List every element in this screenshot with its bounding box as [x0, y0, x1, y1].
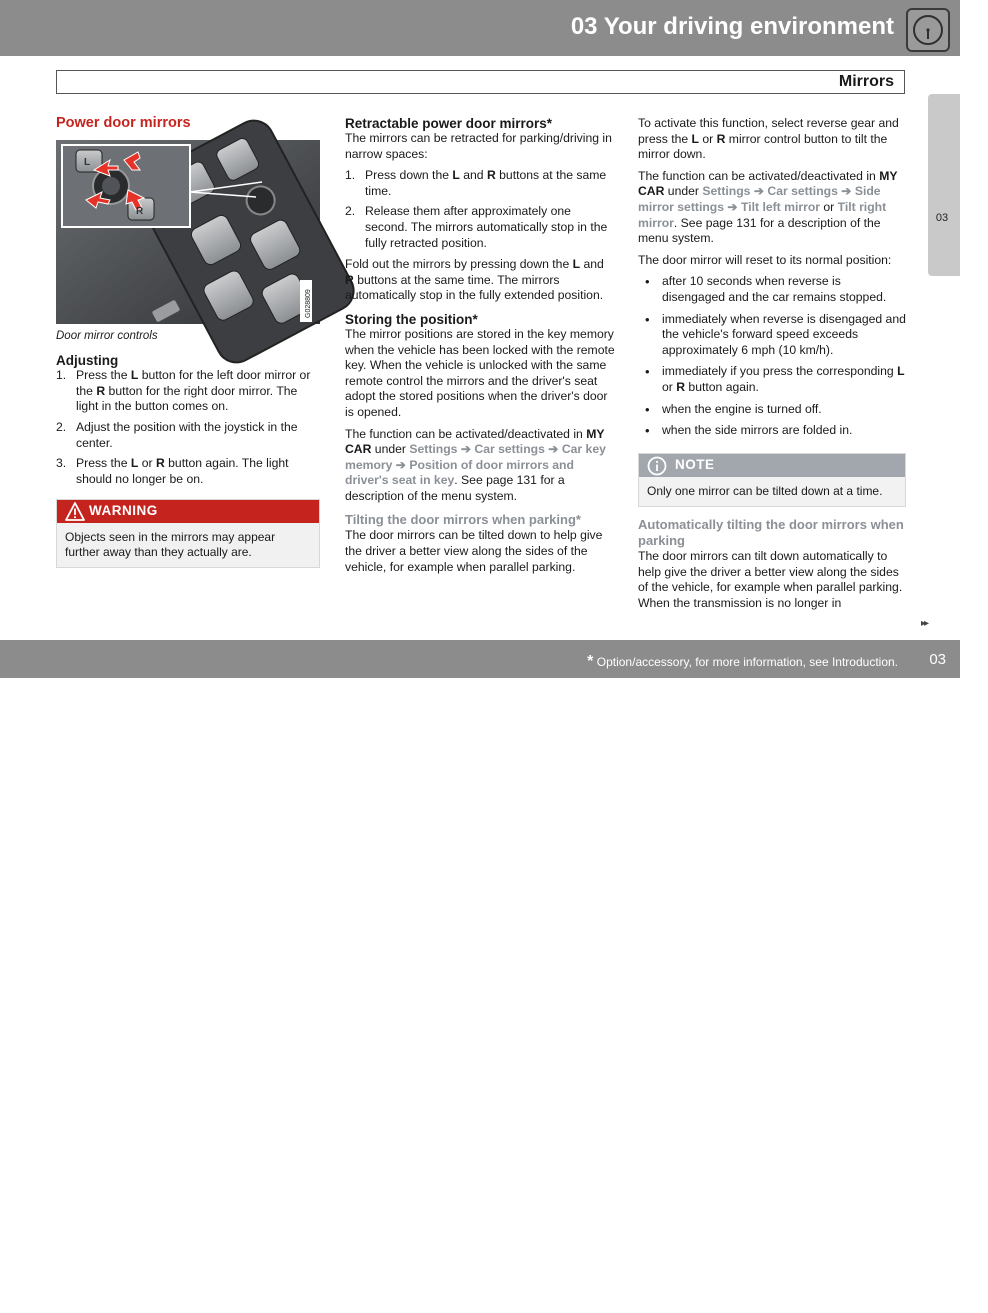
photo-r-label: R	[136, 205, 144, 217]
menu-link-position-door-mirrors[interactable]: Position of door mirrors and driver's seat in key	[345, 457, 574, 488]
note-header	[639, 454, 905, 477]
note-box	[638, 453, 906, 508]
tilting-text: The door mirrors can be tilted down to help give the driver a better view along the sides of the vehicle, for example when parallel parking.	[345, 528, 603, 574]
list-item: 1. Press the L button for the left door mirror or the R button for the right door mirror. The light in the button comes on.	[56, 368, 311, 414]
chapter-header-bar	[0, 0, 960, 56]
info-circle-icon	[647, 456, 667, 476]
power-door-mirrors-heading: Power door mirrors	[56, 115, 191, 131]
tilting-heading: Tilting the door mirrors when parking*	[345, 512, 581, 528]
adjusting-heading: Adjusting	[56, 353, 119, 369]
photo-l-label: L	[84, 156, 91, 168]
fold-out-text: Fold out the mirrors by pressing down the L and R buttons at the same time. The mirrors automatically stop in the fully extended position.	[345, 257, 604, 303]
menu-link-car-settings[interactable]: Car settings	[474, 442, 545, 457]
list-item: 2. Adjust the position with the joystick in the center.	[56, 419, 298, 450]
door-mirror-controls-photo	[56, 140, 320, 324]
side-tab-label: 03	[935, 212, 949, 224]
retract-intro: The mirrors can be retracted for parking/driving in narrow spaces:	[345, 131, 612, 161]
auto-tilt-heading: Automatically tilting the door mirrors when parking	[638, 517, 904, 549]
list-item: 2. Release them after approximately one second. The mirrors automatically stop in the fully retracted position.	[345, 204, 608, 250]
column-right	[638, 116, 906, 618]
footnote: * Option/accessory, for more information, see Introduction.	[587, 653, 898, 670]
watermark: carmanualsonline.info	[680, 1282, 988, 1312]
auto-tilt-text: The door mirrors can tilt down automatically to help give the driver a better view along the sides of the vehicle, for example when parallel parking. When the transmission is no longer in	[638, 549, 903, 610]
list-item: 1. Press down the L and R buttons at the same time.	[345, 168, 607, 198]
chapter-title: 03 Your driving environment	[570, 13, 894, 40]
note-title: NOTE	[675, 456, 715, 472]
function-text: The function can be activated/deactivated in MY CAR under Settings ➔ Car settings ➔ Car key memory ➔ Position of door mirrors and driver's seat in key. See page 131 for a description of the menu system.	[345, 426, 606, 503]
menu-link-car-settings[interactable]: Car settings	[767, 184, 838, 199]
page-footer	[0, 640, 988, 1312]
menu-link-settings[interactable]: Settings	[409, 442, 458, 457]
list-item: 3. Press the L or R button again. The light should no longer be on.	[56, 456, 289, 486]
function-text: The function can be activated/deactivated in MY CAR under Settings ➔ Car settings ➔ Side mirror settings ➔ Tilt left mirror or Tilt right mirror. See page 131 for a description of the menu system.	[638, 168, 898, 246]
activate-text: To activate this function, select reverse gear and press the L or R mirror control button to tilt the mirror down.	[638, 116, 899, 162]
menu-link-car-key-memory[interactable]: Car key memory	[345, 442, 606, 472]
section-header	[56, 70, 905, 94]
page-number: 03	[929, 651, 946, 668]
warning-box	[56, 499, 320, 568]
storing-heading: Storing the position*	[345, 311, 478, 327]
retract-steps	[345, 168, 615, 251]
warning-title: WARNING	[89, 503, 158, 519]
chapter-side-tab[interactable]	[928, 94, 960, 276]
warning-triangle-icon	[65, 502, 85, 521]
column-left	[56, 116, 320, 568]
adjusting-steps	[56, 368, 320, 487]
column-middle	[345, 116, 615, 581]
list-item: • when the side mirrors are folded in.	[638, 423, 906, 439]
warning-header	[57, 500, 319, 523]
menu-link-settings[interactable]: Settings	[702, 184, 751, 199]
speedometer-gauge-icon	[906, 8, 950, 52]
note-text: Only one mirror can be tilted down at a time.	[647, 483, 883, 498]
list-item: • after 10 seconds when reverse is disengaged and the car remains stopped.	[638, 274, 906, 305]
figure-code: G028809	[305, 288, 312, 318]
menu-link-tilt-right-mirror[interactable]: Tilt right mirror	[638, 199, 887, 230]
list-item: • immediately if you press the corresponding L or R button again.	[638, 364, 906, 395]
warning-text: Objects seen in the mirrors may appear further away than they actually are.	[65, 530, 276, 559]
storing-text: The mirror positions are stored in the key memory when the vehicle has been locked with the remote key. When the vehicle is unlocked with the same remote control the mirrors and the driver's seat adopt the stored positions when the driver's door is opened.	[345, 326, 615, 419]
section-title: Mirrors	[838, 73, 894, 90]
menu-link-side-mirror-settings[interactable]: Side mirror settings	[638, 184, 881, 214]
retractable-mirrors-heading: Retractable power door mirrors*	[345, 116, 553, 131]
menu-link-tilt-left-mirror[interactable]: Tilt left mirror	[741, 199, 821, 214]
list-item: • when the engine is turned off.	[638, 402, 906, 418]
reset-intro: The door mirror will reset to its normal position:	[638, 252, 892, 267]
list-item: • immediately when reverse is disengaged and the vehicle's forward speed exceeds approximately 6 mph (10 km/h).	[638, 312, 906, 359]
reset-conditions	[638, 274, 906, 438]
figure-caption: Door mirror controls	[56, 329, 158, 342]
double-chevron-right-icon[interactable]: ▸▸	[921, 618, 928, 629]
